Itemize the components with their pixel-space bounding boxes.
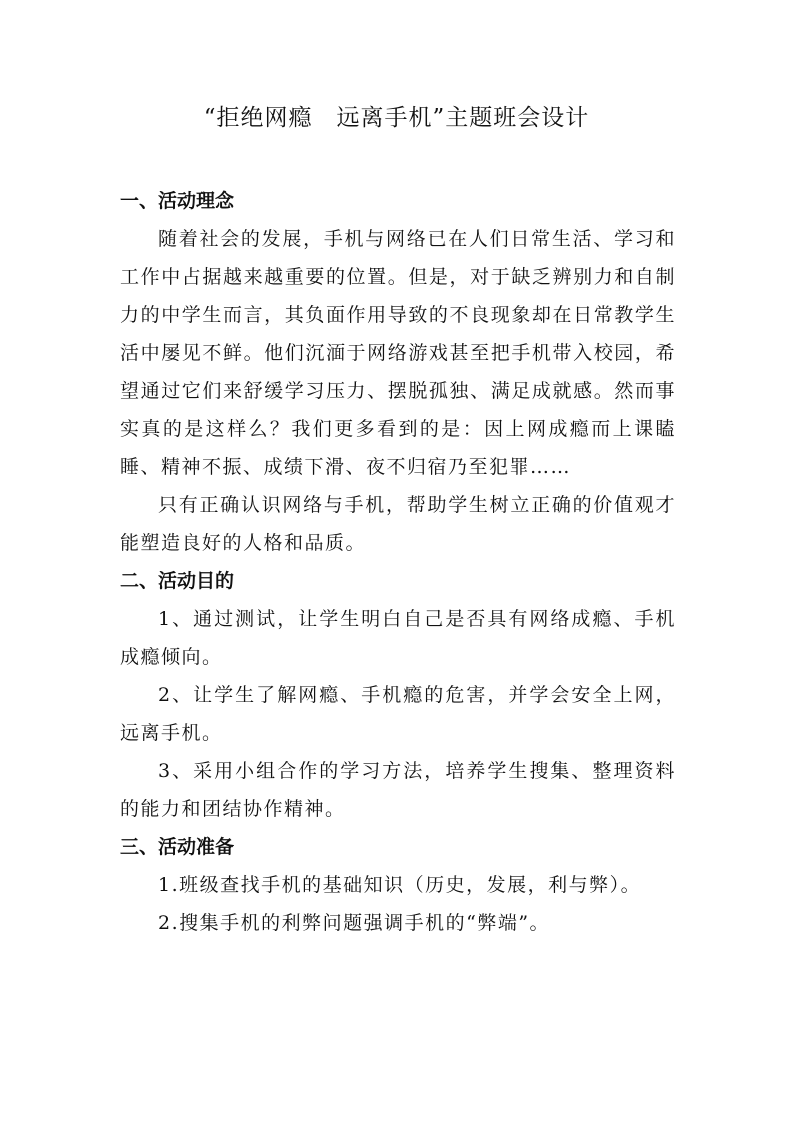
section-concept <box>120 182 676 562</box>
paragraph: 只有正确认识网络与手机，帮助学生树立正确的价值观才能塑造良好的人格和品质。 <box>120 494 676 554</box>
document-title: “拒绝网瘾 远离手机”主题班会设计 <box>203 105 590 131</box>
section-heading: 一、活动理念 <box>120 190 235 212</box>
list-item: 3、采用小组合作的学习方法，培养学生搜集、整理资料的能力和团结协作精神。 <box>120 760 676 820</box>
list-item: 1、通过测试，让学生明白自己是否具有网络成瘾、手机成瘾倾向。 <box>120 608 676 668</box>
list-item: 2、让学生了解网瘾、手机瘾的危害，并学会安全上网，远离手机。 <box>120 684 676 744</box>
paragraph: 随着社会的发展，手机与网络已在人们日常生活、学习和工作中占据越来越重要的位置。但是，对于缺乏辨别力和自制力的中学生而言，其负面作用导致的不良现象却在日常教学生活中屡见不鲜。他们沉湎于网络游戏甚至把手机带入校园，希望通过它们来舒缓学习压力、摆脱孤独、满足成就感。然而事实真的是这样么？我们更多看到的是：因上网成瘾而上课瞌睡、精神不振、成绩下滑、夜不归宿乃至犯罪…… <box>120 228 676 478</box>
section-heading: 三、活动准备 <box>120 836 235 858</box>
document-body <box>120 182 676 942</box>
list-item: 1.班级查找手机的基础知识（历史，发展，利与弊）。 <box>158 874 642 896</box>
list-item: 2.搜集手机的利弊问题强调手机的“弊端”。 <box>158 912 551 934</box>
section-preparation <box>120 828 676 942</box>
section-purpose <box>120 562 676 828</box>
section-heading: 二、活动目的 <box>120 570 235 592</box>
